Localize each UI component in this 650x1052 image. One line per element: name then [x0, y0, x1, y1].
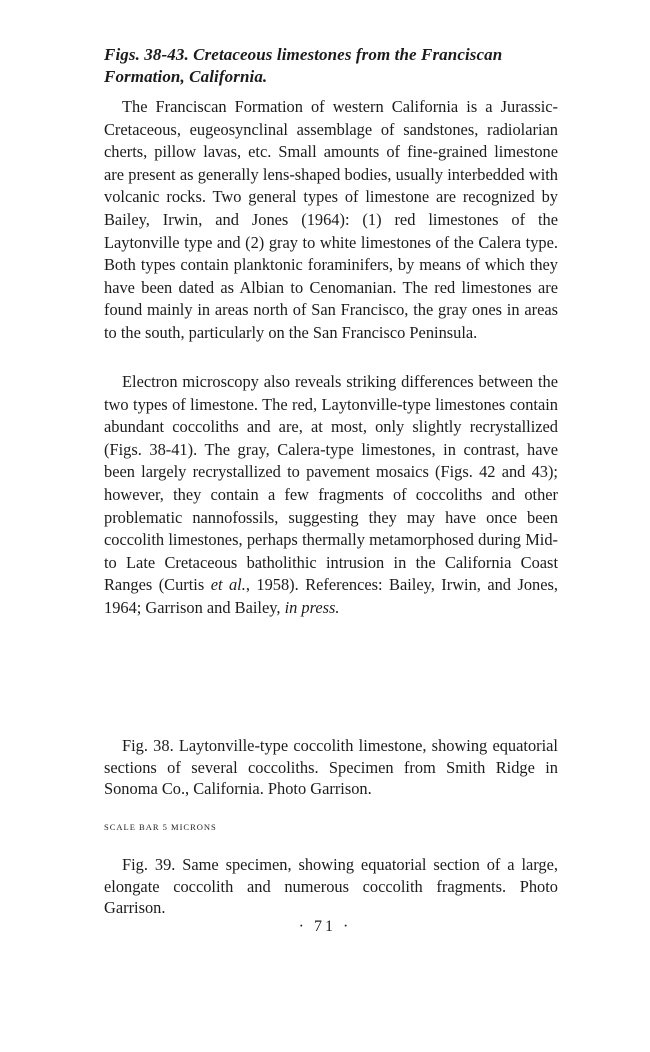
figure-39-caption: Fig. 39. Same specimen, showing equatorial section of a large, elongate coccolith and numerous coccolith fragments. Photo Garrison. — [104, 855, 558, 917]
body-paragraph-1: The Franciscan Formation of western California is a Jurassic-Cretaceous, eugeosynclinal assemblage of sandstones, radiolarian cherts, pillow lavas, etc. Small amounts of fine-grained limestone are present as generally lens-shaped bodies, usually interbedded with volcanic rocks. Two general types of limestone are recognized by Bailey, Irwin, and Jones (1964): (1) red limestones of the Laytonville type and (2) gray to white limestones of the Calera type. Both types contain planktonic foraminifers, by means of which they have been dated as Albian to Cenomanian. The red limestones are found mainly in areas north of San Francisco, the gray ones in areas to the south, particularly on the San Francisco Peninsula. — [104, 97, 558, 342]
body-paragraph-2 — [104, 371, 558, 620]
in-press-italic: in press. — [284, 597, 340, 617]
figure-38-caption: Fig. 38. Laytonville-type coccolith limestone, showing equatorial sections of several coccoliths. Specimen from Smith Ridge in Sonoma Co., California. Photo Garrison. — [104, 736, 558, 798]
et-al-italic: et al. — [210, 575, 246, 595]
paragraph-2-text-a: Electron microscopy also reveals striking differences between the two types of limestone. The red, Laytonville-type limestones contain abundant coccoliths and are, at most, only slightly recrystallized (Figs. 38-41). The gray, Calera-type limestones, in contrast, have been largely recrystallized to pavement mosaics (Figs. 42 and 43); however, they contain a few fragments of coccoliths and other problematic nannofossils, suggesting they may have once been coccolith limestones, perhaps thermally metamorphosed during Mid- to Late Cretaceous batholithic intrusion in the California Coast Ranges (Curtis — [104, 372, 558, 595]
paragraph-2-text-b: , 1958). References: Bailey, Irwin, and Jones, 1964; Garrison and Bailey, — [104, 575, 558, 617]
scale-bar-label: SCALE BAR 5 MICRONS — [104, 822, 217, 832]
page-number: · 71 · — [298, 918, 352, 935]
section-heading: Figs. 38-43. Cretaceous limestones from the Franciscan Formation, California. — [104, 45, 503, 86]
